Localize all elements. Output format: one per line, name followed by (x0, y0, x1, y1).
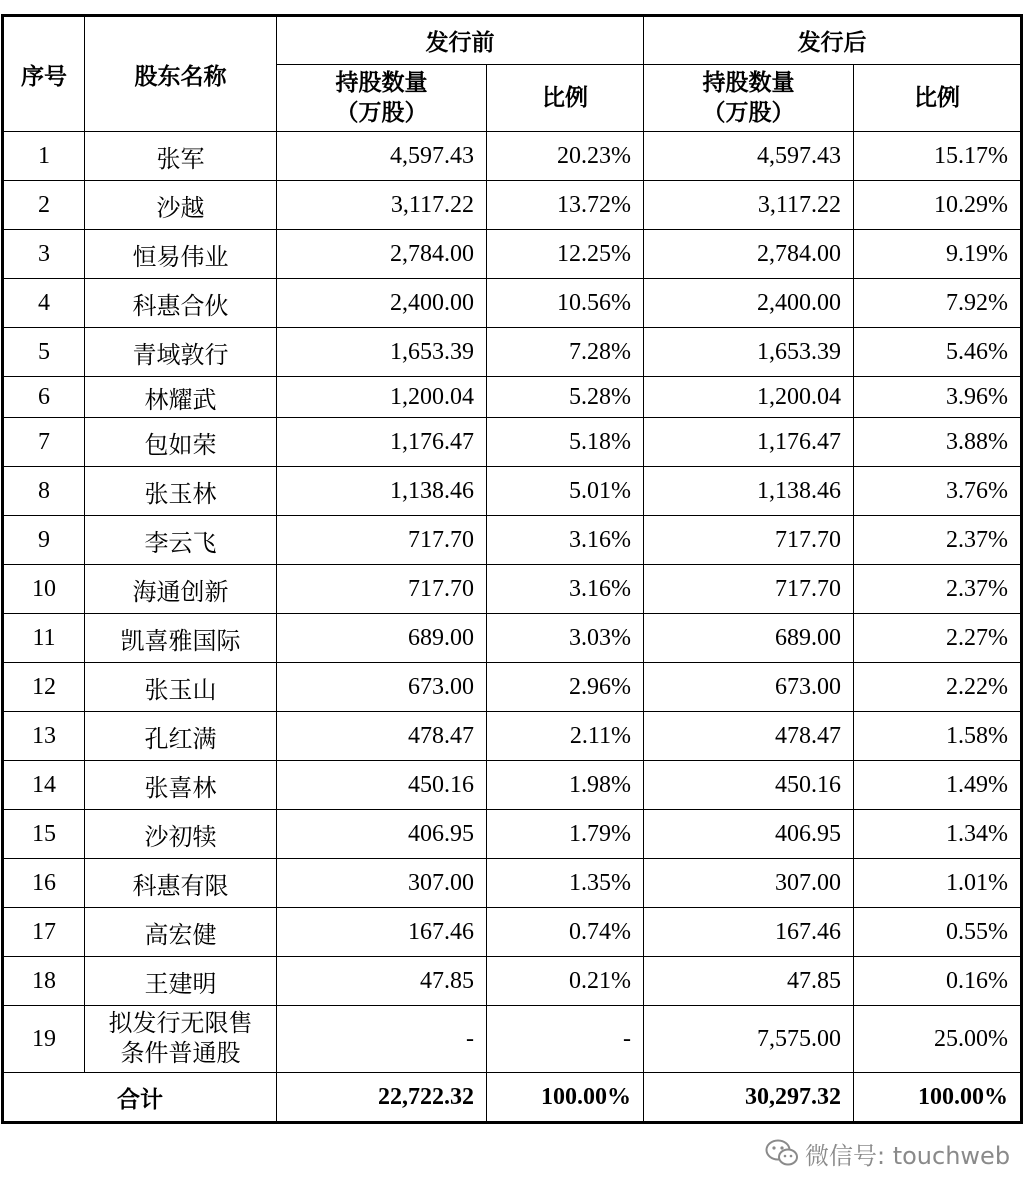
cell-shares-after: 450.16 (644, 761, 854, 810)
cell-ratio-after: 1.58% (854, 712, 1022, 761)
cell-name: 高宏健 (85, 908, 277, 957)
cell-shares-after: 1,176.47 (644, 418, 854, 467)
cell-shares-after: 717.70 (644, 516, 854, 565)
cell-name: 王建明 (85, 957, 277, 1006)
cell-shares-after: 478.47 (644, 712, 854, 761)
header-shares-line2: （万股） (702, 100, 795, 126)
table-row (3, 565, 1022, 614)
cell-index: 5 (3, 328, 85, 377)
header-shares-after (644, 65, 854, 132)
table-row (3, 614, 1022, 663)
header-shares-line1: 持股数量 (702, 70, 795, 96)
cell-ratio-after: 2.37% (854, 516, 1022, 565)
cell-ratio-after: 3.96% (854, 377, 1022, 418)
cell-name: 沙越 (85, 181, 277, 230)
cell-ratio-before: 0.21% (487, 957, 644, 1006)
cell-index: 11 (3, 614, 85, 663)
total-label: 合计 (3, 1073, 277, 1123)
cell-index: 12 (3, 663, 85, 712)
total-shares-before: 22,722.32 (277, 1073, 487, 1123)
total-ratio-before: 100.00% (487, 1073, 644, 1123)
header-shares-before (277, 65, 487, 132)
table-row (3, 181, 1022, 230)
cell-ratio-before: 1.35% (487, 859, 644, 908)
cell-shares-after: 1,200.04 (644, 377, 854, 418)
cell-shares-before: 689.00 (277, 614, 487, 663)
watermark (765, 1135, 1010, 1171)
cell-ratio-before: 20.23% (487, 132, 644, 181)
cell-name: 张喜林 (85, 761, 277, 810)
header-after-issuance: 发行后 (644, 16, 1022, 65)
cell-ratio-after: 0.55% (854, 908, 1022, 957)
cell-index: 14 (3, 761, 85, 810)
table-row (3, 230, 1022, 279)
header-ratio-after: 比例 (854, 65, 1022, 132)
header-shares-line1: 持股数量 (335, 70, 428, 96)
watermark-text: 微信号: touchweb (805, 1141, 1011, 1170)
cell-index: 8 (3, 467, 85, 516)
cell-ratio-after: 2.27% (854, 614, 1022, 663)
cell-ratio-after: 10.29% (854, 181, 1022, 230)
header-before-issuance: 发行前 (277, 16, 644, 65)
cell-ratio-after: 0.16% (854, 957, 1022, 1006)
header-index: 序号 (3, 16, 85, 132)
cell-index: 18 (3, 957, 85, 1006)
cell-index: 17 (3, 908, 85, 957)
total-row (3, 1073, 1022, 1123)
header-shareholder-name: 股东名称 (85, 16, 277, 132)
cell-shares-before: 1,653.39 (277, 328, 487, 377)
table-row (3, 279, 1022, 328)
table-row (3, 957, 1022, 1006)
table-row (3, 859, 1022, 908)
cell-index: 6 (3, 377, 85, 418)
cell-ratio-before: 2.11% (487, 712, 644, 761)
cell-ratio-after: 5.46% (854, 328, 1022, 377)
cell-shares-after: 2,400.00 (644, 279, 854, 328)
cell-shares-after: 1,138.46 (644, 467, 854, 516)
cell-index: 4 (3, 279, 85, 328)
header-ratio-before: 比例 (487, 65, 644, 132)
cell-name (85, 1006, 277, 1073)
cell-shares-before: 167.46 (277, 908, 487, 957)
cell-ratio-after: 3.88% (854, 418, 1022, 467)
cell-shares-after: 3,117.22 (644, 181, 854, 230)
header-shares-line2: （万股） (335, 100, 428, 126)
table-row (3, 328, 1022, 377)
cell-index: 9 (3, 516, 85, 565)
cell-name: 沙初犊 (85, 810, 277, 859)
table-row (3, 810, 1022, 859)
cell-index: 13 (3, 712, 85, 761)
cell-ratio-before: 5.01% (487, 467, 644, 516)
cell-name: 张玉山 (85, 663, 277, 712)
cell-shares-before: 1,176.47 (277, 418, 487, 467)
cell-index: 10 (3, 565, 85, 614)
cell-ratio-after: 1.34% (854, 810, 1022, 859)
cell-shares-before: 1,200.04 (277, 377, 487, 418)
table-row (3, 761, 1022, 810)
cell-name: 青域敦行 (85, 328, 277, 377)
cell-ratio-before: 1.79% (487, 810, 644, 859)
cell-shares-before: 478.47 (277, 712, 487, 761)
table-row (3, 132, 1022, 181)
cell-shares-after: 167.46 (644, 908, 854, 957)
cell-index: 15 (3, 810, 85, 859)
cell-ratio-before: 12.25% (487, 230, 644, 279)
table-row (3, 377, 1022, 418)
table-row (3, 418, 1022, 467)
cell-ratio-after: 2.37% (854, 565, 1022, 614)
table-row (3, 712, 1022, 761)
cell-index: 19 (3, 1006, 85, 1073)
shareholder-table (1, 14, 1023, 1124)
cell-name-line1: 拟发行无限售 (108, 1011, 253, 1037)
cell-shares-after: 1,653.39 (644, 328, 854, 377)
total-shares-after: 30,297.32 (644, 1073, 854, 1123)
cell-ratio-before: - (487, 1006, 644, 1073)
cell-ratio-before: 13.72% (487, 181, 644, 230)
cell-index: 7 (3, 418, 85, 467)
cell-shares-before: 673.00 (277, 663, 487, 712)
table-row (3, 516, 1022, 565)
cell-ratio-before: 7.28% (487, 328, 644, 377)
cell-shares-after: 4,597.43 (644, 132, 854, 181)
cell-name: 恒易伟业 (85, 230, 277, 279)
table-row (3, 467, 1022, 516)
cell-shares-before: 3,117.22 (277, 181, 487, 230)
cell-shares-before: 450.16 (277, 761, 487, 810)
table-row (3, 1006, 1022, 1073)
cell-ratio-after: 2.22% (854, 663, 1022, 712)
cell-name-line2: 条件普通股 (120, 1041, 241, 1067)
cell-name: 科惠合伙 (85, 279, 277, 328)
table-row (3, 663, 1022, 712)
cell-shares-after: 7,575.00 (644, 1006, 854, 1073)
cell-name: 海通创新 (85, 565, 277, 614)
cell-ratio-before: 5.18% (487, 418, 644, 467)
cell-index: 16 (3, 859, 85, 908)
cell-shares-before: 4,597.43 (277, 132, 487, 181)
wechat-icon (765, 1138, 799, 1168)
cell-shares-before: 47.85 (277, 957, 487, 1006)
cell-shares-after: 689.00 (644, 614, 854, 663)
cell-ratio-after: 1.49% (854, 761, 1022, 810)
cell-ratio-after: 15.17% (854, 132, 1022, 181)
cell-name: 凯喜雅国际 (85, 614, 277, 663)
cell-name: 孔红满 (85, 712, 277, 761)
cell-ratio-before: 3.16% (487, 565, 644, 614)
cell-index: 1 (3, 132, 85, 181)
cell-name: 林耀武 (85, 377, 277, 418)
cell-ratio-after: 9.19% (854, 230, 1022, 279)
cell-ratio-after: 3.76% (854, 467, 1022, 516)
cell-ratio-after: 1.01% (854, 859, 1022, 908)
cell-index: 2 (3, 181, 85, 230)
cell-shares-before: 2,400.00 (277, 279, 487, 328)
cell-shares-before: 307.00 (277, 859, 487, 908)
cell-name: 张玉林 (85, 467, 277, 516)
cell-ratio-before: 5.28% (487, 377, 644, 418)
cell-shares-after: 717.70 (644, 565, 854, 614)
cell-index: 3 (3, 230, 85, 279)
cell-shares-after: 673.00 (644, 663, 854, 712)
cell-name: 张军 (85, 132, 277, 181)
cell-shares-after: 47.85 (644, 957, 854, 1006)
cell-shares-after: 307.00 (644, 859, 854, 908)
cell-shares-before: 2,784.00 (277, 230, 487, 279)
cell-ratio-before: 2.96% (487, 663, 644, 712)
cell-shares-before: 717.70 (277, 565, 487, 614)
cell-name: 包如荣 (85, 418, 277, 467)
table-row (3, 908, 1022, 957)
cell-ratio-before: 10.56% (487, 279, 644, 328)
cell-shares-before: 1,138.46 (277, 467, 487, 516)
cell-ratio-before: 3.03% (487, 614, 644, 663)
cell-shares-after: 406.95 (644, 810, 854, 859)
cell-shares-before: 717.70 (277, 516, 487, 565)
cell-ratio-before: 3.16% (487, 516, 644, 565)
cell-ratio-before: 1.98% (487, 761, 644, 810)
cell-ratio-after: 7.92% (854, 279, 1022, 328)
cell-name: 科惠有限 (85, 859, 277, 908)
cell-shares-after: 2,784.00 (644, 230, 854, 279)
cell-name: 李云飞 (85, 516, 277, 565)
cell-shares-before: - (277, 1006, 487, 1073)
cell-shares-before: 406.95 (277, 810, 487, 859)
total-ratio-after: 100.00% (854, 1073, 1022, 1123)
cell-ratio-after: 25.00% (854, 1006, 1022, 1073)
cell-ratio-before: 0.74% (487, 908, 644, 957)
